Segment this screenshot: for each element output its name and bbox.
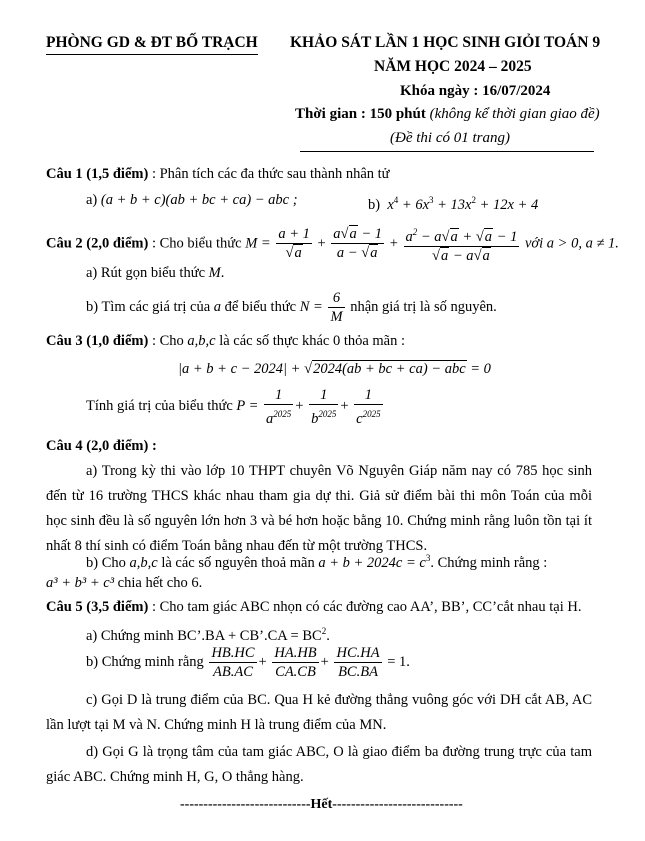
exam-duration: Thời gian : 150 phút (không kể thời gian giao đề) (295, 106, 600, 122)
q3-equation: |a + b + c − 2024| + √2024(ab + bc + ca) − abc = 0 (178, 361, 491, 377)
q5-part-b: b) Chứng minh rằng $\frac{HB.HC}{AB.AC}$ + $\frac{HA.HB}{CA.CB}$ + $\frac{HC.HA}{BC.BA}$ = 1. (86, 645, 410, 681)
q3-fraction-b: $\frac{1}{b^{2025}}$ (311, 386, 337, 427)
q3-fraction-c: $\frac{1}{c^{2025}}$ (356, 386, 381, 427)
q2-part-a: a) Rút gọn biểu thức M. (86, 265, 225, 281)
q5-fraction-3: $\frac{HC.HA}{BC.BA}$ (336, 645, 380, 681)
q4-part-a: a) Trong kỳ thi vào lớp 10 THPT chuyên Võ Nguyên Giáp năm nay có 785 học sinh đến từ 16 trường THCS khác nhau tham gia dự thi. Giả sử điểm bài thi môn Toán của mỗi học sinh đều là số nguyên lớn hơn 3 và bé hơn hoặc bằng 10. Chứng minh rằng luôn tồn tại ít nhất 8 thí sinh có điểm Toán bằng nhau đến từ một trường THCS. (46, 463, 592, 554)
q2-fraction-N: $\frac{6}{M}$ (330, 290, 343, 326)
q1-part-a: a) (a + b + c)(ab + bc + ca) − abc ; (86, 192, 298, 208)
header-divider (300, 151, 594, 152)
q3-calc: Tính giá trị của biểu thức P = $\frac{1}{a^{2025}}$ + $\frac{1}{b^{2025}}$ + $\frac{1}{c^{2025}}$ (86, 386, 381, 427)
q2-fraction-3: $\frac{a^2 - a√a + √a - 1}{√a - a√a}$ (404, 224, 520, 264)
department-name: PHÒNG GD & ĐT BỐ TRẠCH (46, 34, 258, 52)
q5-part-c: c) Gọi D là trung điểm của BC. Qua H kẻ đường thẳng vuông góc với DH cắt AB, AC lần lượt tại M và N. Chứng minh H là trung điểm của MN. (46, 692, 592, 733)
q1-heading: Câu 1 (1,5 điểm) : Phân tích các đa thức sau thành nhân tử (46, 166, 390, 182)
q2-part-b: b) Tìm các giá trị của a để biểu thức N = $\frac{6}{M}$ nhận giá trị là số nguyên. (86, 290, 497, 326)
q5-fraction-1: $\frac{HB.HC}{AB.AC}$ (211, 645, 255, 681)
q2-heading: Câu 2 (2,0 điểm) : Cho biểu thức M = $\frac{a + 1}{√a}$ + $\frac{a√a - 1}{a - √a}$ + $\frac{a^2 - a√a + √a - 1}{√a - a√a}$ với a > 0, a ≠ 1. (46, 224, 619, 264)
q3-heading: Câu 3 (1,0 điểm) : Cho a,b,c là các số thực khác 0 thỏa mãn : (46, 333, 406, 349)
q5-fraction-2: $\frac{HA.HB}{CA.CB}$ (274, 645, 317, 681)
q1-part-b: b) $x^4 + 6x^3 + 13x^2 + 12x + 4$ (368, 195, 539, 213)
school-year: NĂM HỌC 2024 – 2025 (374, 58, 532, 75)
q2-fraction-2: $\frac{a√a - 1}{a - √a}$ (333, 226, 383, 262)
q2-fraction-1: $\frac{a + 1}{√a}$ (278, 226, 310, 262)
q5-part-a: a) Chứng minh BC’.BA + CB’.CA = $BC^2$. (86, 626, 330, 644)
pages-note: (Đề thi có 01 trang) (390, 130, 510, 146)
q4-heading: Câu 4 (2,0 điểm) : (46, 438, 157, 454)
exam-date: Khóa ngày : 16/07/2024 (400, 83, 551, 99)
end-mark: ----------------------------Hết---------------------------- (180, 797, 463, 812)
department-underline (46, 54, 258, 55)
q5-part-d: d) Gọi G là trọng tâm của tam giác ABC, O là giao điểm ba đường trung trực của tam giác ABC. Chứng minh H, G, O thẳng hàng. (46, 744, 592, 785)
q4-part-b: b) Cho a,b,c là các số nguyên thoả mãn $a + b + 2024c = c^3$. Chứng minh rằng : (86, 553, 548, 571)
q5-heading: Câu 5 (3,5 điểm) : Cho tam giác ABC nhọn có các đường cao AA’, BB’, CC’cắt nhau tại H. (46, 599, 582, 615)
q3-fraction-a: $\frac{1}{a^{2025}}$ (266, 386, 292, 427)
exam-title: KHẢO SÁT LẦN 1 HỌC SINH GIỎI TOÁN 9 (290, 34, 601, 51)
q4-part-b-cont: a³ + b³ + c³ chia hết cho 6. (46, 575, 203, 591)
